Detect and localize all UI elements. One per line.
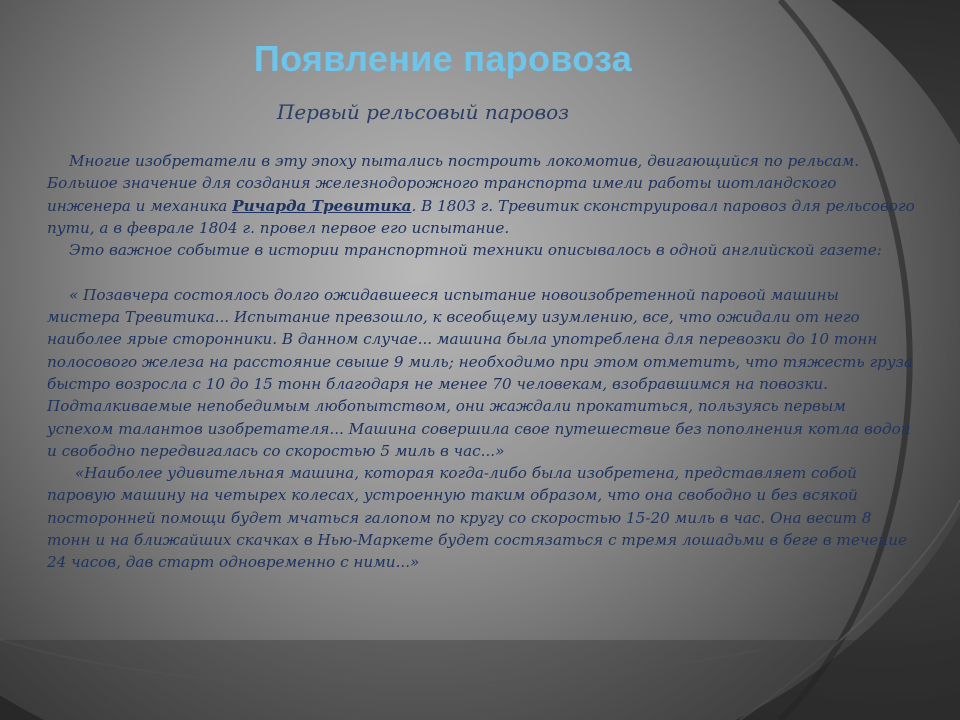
slide-body: [47, 150, 915, 574]
paragraph-intro-text: Многие изобретатели в эту эпоху пытались построить локомотив, двигающийся по рельсам. Большое значение для создания железнодорожного транспорта имели работы шотландского инженера и механика: [47, 152, 860, 215]
slide-title: Появление паровоза: [253, 38, 633, 79]
quote-machine: «Наиболее удивительная машина, которая когда-либо была изобретена, представляет собой паровую машину на четырех колесах, устроенную таким образом, что она свободно и без всякой посторонней помощи будет мчаться галопом по кругу со скоростью 15-20 миль в час. Она весит 8 тонн и на ближайших скачках в Нью-Маркете будет состязаться с тремя лошадьми в беге в течение 24 часов, дав старт одновременно с ними...»: [47, 464, 908, 572]
trevithick-link[interactable]: Ричарда Тревитика: [232, 196, 412, 215]
spacer: [47, 261, 915, 283]
slide-subtitle: Первый рельсовый паровоз: [276, 100, 570, 124]
paragraph-intro-tail: . В 1803 г. Тревитик сконструировал паровоз для рельсового пути, а в феврале 1804 г. провел первое его испытание.: [47, 196, 915, 237]
quote-newspaper: « Позавчера состоялось долго ожидавшееся испытание новоизобретенной паровой машины мистера Тревитика... Испытание превзошло, к всеобщему изумлению, все, что ожидали от него наиболее ярые сторонники. В данном случае... машина была употреблена для перевозки до 10 тонн полосового железа на расстояние свыше 9 миль; необходимо при этом отметить, что тяжесть груза быстро возросла с 10 до 15 тонн благодаря не менее 70 человекам, взобравшимся на повозки. Подталкиваемые непобедимым любопытством, они жаждали прокатиться, пользуясь первым успехом талантов изобретателя... Машина совершила свое путешествие без пополнения котла водой и свободно передвигалась со скоростью 5 миль в час...»: [47, 285, 914, 460]
paragraph-intro: [47, 150, 915, 239]
paragraph-event: Это важное событие в истории транспортной техники описывалось в одной английской газете:: [69, 241, 882, 260]
